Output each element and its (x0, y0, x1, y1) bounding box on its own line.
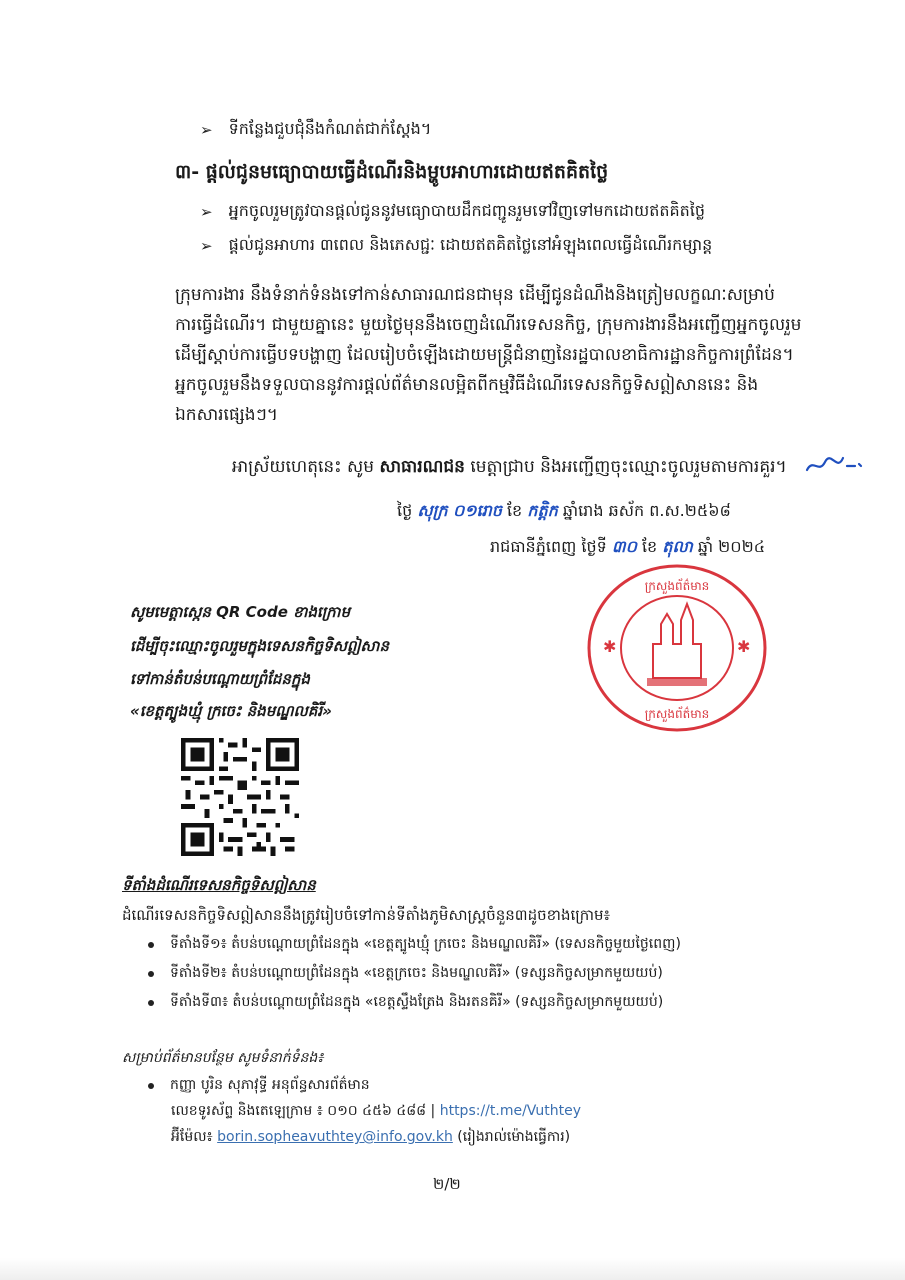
stamp-top-text: ក្រសួងព័ត៌មាន (644, 579, 710, 593)
bullet-text: អ្នកចូលរួមត្រូវបានផ្តល់ជូននូវមធ្យោបាយដឹកជញ្ជូនរួមទៅវិញទៅមកដោយឥតគិតថ្លៃ (228, 201, 706, 220)
closing-suffix: មេត្តាជ្រាប និងអញ្ជើញចុះឈ្មោះចូលរួមតាមការគួរ។ (464, 457, 787, 477)
date-mid: ខែ (501, 501, 528, 520)
email-link[interactable]: borin.sopheavuthtey@info.gov.kh (217, 1129, 453, 1145)
contact-email (171, 1127, 570, 1148)
section-heading: ៣- ផ្តល់ជូនមធ្យោបាយធ្វើដំណើរនិងម្ហូបអាហារដោយឥតគិតថ្លៃ (175, 161, 609, 183)
arrow-bullet-icon: ➢ (200, 203, 213, 221)
paragraph-line: ដើម្បីស្តាប់ការធ្វើបទបង្ហាញ ដែលរៀបចំឡើងដោយមន្ត្រីជំនាញនៃរដ្ឋបាលខាធិការដ្ឋានកិច្ចការព្រំដែន។ (175, 345, 794, 365)
paragraph-line: ក្រុមការងារ នឹងទំនាក់ទំនងទៅកាន់សាធារណជនជាមុន ដើម្បីជូនដំណឹងនិងត្រៀមលក្ខណៈសម្រាប់ (175, 285, 775, 305)
registration-qr-code[interactable] (181, 738, 299, 856)
phone-text: លេខទូរស័ព្ទ និងតេឡេក្រាម ៖ ០១០ ៤៥៦ ៤៨៨ | (171, 1103, 440, 1119)
location-text: ទីតាំងទី៣៖ តំបន់បណ្តោយព្រំដែនក្នុង «ខេត្តស្ទឹងត្រែង និងរតនគិរី» (ទស្សនកិច្ចសម្រាកមួយយប់) (170, 994, 664, 1010)
bullet-text: ផ្តល់ជូនអាហារ ៣ពេល និងភេសជ្ជៈ ដោយឥតគិតថ្លៃនៅអំឡុងពេលធ្វើដំណើរកម្សាន្ត (228, 235, 713, 254)
svg-text:✱: ✱ (737, 637, 751, 656)
list-item (200, 234, 712, 258)
svg-text:✱: ✱ (603, 637, 617, 656)
closing-emphasis: សាធារណជន (379, 457, 465, 477)
list-item (148, 992, 663, 1013)
handwritten-day: សុក្រ ០១រោច (417, 501, 502, 520)
handwritten-month: កត្តិក (527, 501, 558, 520)
official-stamp (583, 560, 771, 736)
telegram-link[interactable]: https://t.me/Vuthtey (439, 1103, 582, 1119)
list-item (148, 963, 663, 984)
handwritten-initials (803, 452, 863, 478)
arrow-bullet-icon: ➢ (200, 121, 213, 139)
contact-phone (171, 1101, 581, 1122)
page-edge-shadow (0, 1258, 905, 1280)
qr-instruction-line: ទៅកាន់តំបន់បណ្តោយព្រំដែនក្នុង (130, 670, 310, 688)
lunar-date (397, 500, 731, 524)
qr-instruction-line: ដើម្បីចុះឈ្មោះចូលរួមក្នុងទេសនកិច្ចទិសឦសាន (130, 637, 389, 655)
contact-name: កញ្ញា បូរិន សុភាវុទ្ធី អនុព័ន្ធសារព័ត៌មាន (170, 1077, 370, 1093)
date-mid: ខែ (636, 537, 663, 556)
stamp-bottom-text: ក្រសួងព័ត៌មាន (644, 707, 710, 721)
contact-item (148, 1075, 370, 1096)
date-suffix: ឆ្នាំ ២០២៤ (692, 537, 766, 556)
list-item (148, 934, 681, 955)
location-text: ទីតាំងទី២៖ តំបន់បណ្តោយព្រំដែនក្នុង «ខេត្តក្រចេះ និងមណ្ឌលគិរី» (ទស្សនកិច្ចសម្រាកមួយយប់) (170, 965, 663, 981)
handwritten-month: តុលា (662, 537, 693, 556)
list-item (200, 118, 431, 142)
closing-sentence (232, 456, 787, 481)
email-suffix: (រៀងរាល់ម៉ោងធ្វើការ) (452, 1129, 571, 1145)
email-label: អ៊ីម៉ែល៖ (171, 1129, 218, 1145)
bullet-dot-icon (148, 1083, 154, 1089)
paragraph-line: អ្នកចូលរួមនឹងទទួលបាននូវការផ្តល់ព័ត៌មានលម្អិតពីកម្មវិធីដំណើរទេសនកិច្ចទិសឦសាននេះ និង (175, 375, 759, 395)
bullet-dot-icon (148, 942, 154, 948)
arrow-bullet-icon: ➢ (200, 237, 213, 255)
handwritten-day: ៣០ (611, 537, 637, 556)
date-suffix: ឆ្នាំរោង ឆស័ក ព.ស.២៥៦៨ (557, 501, 731, 520)
closing-prefix: អាស្រ័យហេតុនេះ សូម (232, 457, 380, 477)
date-prefix: រាជធានីភ្នំពេញ ថ្ងៃទី (490, 537, 612, 556)
contact-title: សម្រាប់ព័ត៌មានបន្ថែម សូមទំនាក់ទំនង៖ (122, 1050, 324, 1066)
qr-instruction-line: «ខេត្តត្បូងឃ្មុំ ក្រចេះ និងមណ្ឌលគិរី» (130, 702, 332, 720)
bullet-dot-icon (148, 971, 154, 977)
locations-intro: ដំណើរទេសនកិច្ចទិសឦសាននឹងត្រូវរៀបចំទៅកាន់ទីតាំងភូមិសាស្ត្រចំនួន៣ដូចខាងក្រោម៖ (122, 906, 611, 924)
location-text: ទីតាំងទី១៖ តំបន់បណ្តោយព្រំដែនក្នុង «ខេត្តត្បូងឃ្មុំ ក្រចេះ និងមណ្ឌលគិរី» (ទេសនកិច្ចមួយថ្ងៃពេញ) (170, 936, 681, 952)
bullet-text: ទីកន្លែងជួបជុំនឹងកំណត់ជាក់ស្តែង។ (228, 119, 432, 138)
paragraph-line: ឯកសារផ្សេងៗ។ (175, 405, 279, 425)
bullet-dot-icon (148, 1000, 154, 1006)
date-prefix: ថ្ងៃ (397, 501, 418, 520)
paragraph-line: ការធ្វើដំណើរ។ ជាមួយគ្នានេះ មួយថ្ងៃមុននឹងចេញដំណើរទេសនកិច្ច, ក្រុមការងារនឹងអញ្ជើញអ្នកចូលរួម (175, 315, 802, 335)
page-number: ២/២ (433, 1175, 461, 1193)
locations-title: ទីតាំងដំណើរទេសនកិច្ចទិសឦសាន (122, 876, 316, 894)
qr-instruction-line: សូមមេត្តាស្កេន QR Code ខាងក្រោម (130, 603, 350, 621)
place-date (490, 536, 765, 560)
body-paragraph (175, 280, 830, 430)
list-item (200, 200, 705, 224)
